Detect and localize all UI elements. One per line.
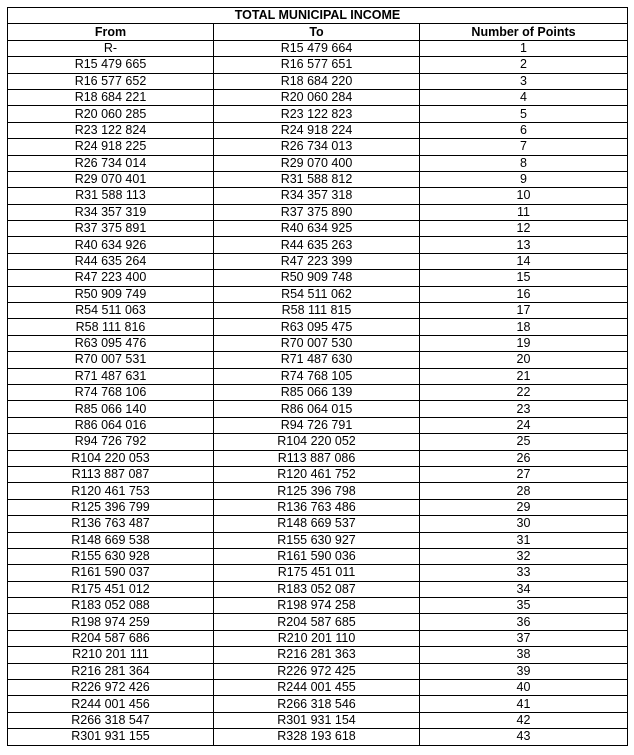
cell-from: R54 511 063 — [8, 303, 214, 319]
cell-from: R70 007 531 — [8, 352, 214, 368]
cell-points: 32 — [420, 548, 628, 564]
cell-from: R23 122 824 — [8, 122, 214, 138]
cell-from: R125 396 799 — [8, 499, 214, 515]
cell-from: R71 487 631 — [8, 368, 214, 384]
cell-points: 25 — [420, 434, 628, 450]
cell-from: R301 931 155 — [8, 729, 214, 745]
table-row — [8, 204, 628, 220]
cell-points: 40 — [420, 680, 628, 696]
cell-to: R29 070 400 — [214, 155, 420, 171]
cell-to: R70 007 530 — [214, 335, 420, 351]
column-header-points: Number of Points — [420, 24, 628, 40]
cell-to: R58 111 815 — [214, 303, 420, 319]
cell-points: 20 — [420, 352, 628, 368]
cell-to: R175 451 011 — [214, 565, 420, 581]
table-row — [8, 680, 628, 696]
table-row — [8, 303, 628, 319]
table-row — [8, 106, 628, 122]
cell-points: 1 — [420, 40, 628, 56]
cell-points: 27 — [420, 466, 628, 482]
cell-from: R161 590 037 — [8, 565, 214, 581]
cell-to: R74 768 105 — [214, 368, 420, 384]
cell-from: R20 060 285 — [8, 106, 214, 122]
cell-from: R26 734 014 — [8, 155, 214, 171]
cell-from: R63 095 476 — [8, 335, 214, 351]
table-row — [8, 335, 628, 351]
table-row — [8, 565, 628, 581]
municipal-income-table — [7, 7, 628, 746]
cell-points: 21 — [420, 368, 628, 384]
cell-to: R40 634 925 — [214, 221, 420, 237]
table-row — [8, 73, 628, 89]
header-row — [8, 24, 628, 40]
cell-from: R104 220 053 — [8, 450, 214, 466]
table-row — [8, 548, 628, 564]
cell-to: R44 635 263 — [214, 237, 420, 253]
table-row — [8, 221, 628, 237]
cell-to: R136 763 486 — [214, 499, 420, 515]
table-row — [8, 729, 628, 745]
cell-to: R50 909 748 — [214, 270, 420, 286]
cell-points: 36 — [420, 614, 628, 630]
cell-from: R175 451 012 — [8, 581, 214, 597]
cell-points: 28 — [420, 483, 628, 499]
table-row — [8, 384, 628, 400]
cell-points: 37 — [420, 630, 628, 646]
cell-to: R244 001 455 — [214, 680, 420, 696]
cell-points: 23 — [420, 401, 628, 417]
cell-points: 39 — [420, 663, 628, 679]
table-row — [8, 40, 628, 56]
table-row — [8, 89, 628, 105]
cell-points: 19 — [420, 335, 628, 351]
table-body — [8, 40, 628, 745]
table-row — [8, 696, 628, 712]
cell-from: R74 768 106 — [8, 384, 214, 400]
cell-from: R44 635 264 — [8, 253, 214, 269]
cell-from: R37 375 891 — [8, 221, 214, 237]
table-row — [8, 450, 628, 466]
cell-from: R266 318 547 — [8, 712, 214, 728]
cell-to: R16 577 651 — [214, 57, 420, 73]
cell-points: 42 — [420, 712, 628, 728]
cell-to: R34 357 318 — [214, 188, 420, 204]
cell-from: R24 918 225 — [8, 139, 214, 155]
table-row — [8, 499, 628, 515]
table-row — [8, 122, 628, 138]
cell-from: R183 052 088 — [8, 598, 214, 614]
table-title: TOTAL MUNICIPAL INCOME — [8, 8, 628, 24]
cell-to: R120 461 752 — [214, 466, 420, 482]
cell-to: R210 201 110 — [214, 630, 420, 646]
cell-from: R120 461 753 — [8, 483, 214, 499]
cell-points: 11 — [420, 204, 628, 220]
cell-to: R226 972 425 — [214, 663, 420, 679]
cell-points: 34 — [420, 581, 628, 597]
cell-from: R58 111 816 — [8, 319, 214, 335]
cell-from: R31 588 113 — [8, 188, 214, 204]
cell-points: 33 — [420, 565, 628, 581]
cell-to: R26 734 013 — [214, 139, 420, 155]
cell-to: R54 511 062 — [214, 286, 420, 302]
cell-from: R- — [8, 40, 214, 56]
cell-to: R18 684 220 — [214, 73, 420, 89]
column-header-to: To — [214, 24, 420, 40]
cell-points: 9 — [420, 171, 628, 187]
cell-to: R71 487 630 — [214, 352, 420, 368]
table-row — [8, 171, 628, 187]
cell-points: 26 — [420, 450, 628, 466]
cell-to: R20 060 284 — [214, 89, 420, 105]
cell-from: R29 070 401 — [8, 171, 214, 187]
cell-points: 13 — [420, 237, 628, 253]
cell-points: 31 — [420, 532, 628, 548]
table-row — [8, 286, 628, 302]
cell-points: 22 — [420, 384, 628, 400]
cell-from: R18 684 221 — [8, 89, 214, 105]
cell-points: 41 — [420, 696, 628, 712]
cell-to: R31 588 812 — [214, 171, 420, 187]
cell-from: R198 974 259 — [8, 614, 214, 630]
cell-points: 14 — [420, 253, 628, 269]
cell-from: R210 201 111 — [8, 647, 214, 663]
cell-from: R40 634 926 — [8, 237, 214, 253]
cell-points: 8 — [420, 155, 628, 171]
table-row — [8, 319, 628, 335]
table-row — [8, 188, 628, 204]
cell-points: 4 — [420, 89, 628, 105]
cell-points: 5 — [420, 106, 628, 122]
table-row — [8, 466, 628, 482]
table-row — [8, 532, 628, 548]
cell-points: 3 — [420, 73, 628, 89]
cell-from: R47 223 400 — [8, 270, 214, 286]
cell-to: R125 396 798 — [214, 483, 420, 499]
cell-from: R226 972 426 — [8, 680, 214, 696]
cell-points: 17 — [420, 303, 628, 319]
cell-to: R63 095 475 — [214, 319, 420, 335]
table-row — [8, 483, 628, 499]
cell-to: R183 052 087 — [214, 581, 420, 597]
cell-points: 6 — [420, 122, 628, 138]
table-row — [8, 712, 628, 728]
table-row — [8, 270, 628, 286]
cell-points: 38 — [420, 647, 628, 663]
cell-points: 43 — [420, 729, 628, 745]
cell-points: 12 — [420, 221, 628, 237]
cell-from: R155 630 928 — [8, 548, 214, 564]
table-row — [8, 368, 628, 384]
cell-points: 16 — [420, 286, 628, 302]
table-row — [8, 417, 628, 433]
table-row — [8, 581, 628, 597]
table-row — [8, 598, 628, 614]
table-row — [8, 630, 628, 646]
cell-points: 18 — [420, 319, 628, 335]
cell-to: R204 587 685 — [214, 614, 420, 630]
cell-to: R15 479 664 — [214, 40, 420, 56]
cell-from: R113 887 087 — [8, 466, 214, 482]
table-row — [8, 253, 628, 269]
cell-points: 10 — [420, 188, 628, 204]
cell-points: 35 — [420, 598, 628, 614]
table-row — [8, 516, 628, 532]
cell-to: R104 220 052 — [214, 434, 420, 450]
cell-to: R328 193 618 — [214, 729, 420, 745]
cell-from: R204 587 686 — [8, 630, 214, 646]
cell-to: R47 223 399 — [214, 253, 420, 269]
cell-to: R86 064 015 — [214, 401, 420, 417]
cell-points: 2 — [420, 57, 628, 73]
cell-from: R244 001 456 — [8, 696, 214, 712]
table-row — [8, 237, 628, 253]
cell-from: R216 281 364 — [8, 663, 214, 679]
cell-from: R15 479 665 — [8, 57, 214, 73]
cell-to: R161 590 036 — [214, 548, 420, 564]
cell-to: R148 669 537 — [214, 516, 420, 532]
cell-to: R24 918 224 — [214, 122, 420, 138]
cell-points: 24 — [420, 417, 628, 433]
cell-from: R85 066 140 — [8, 401, 214, 417]
cell-to: R155 630 927 — [214, 532, 420, 548]
table-row — [8, 663, 628, 679]
cell-from: R94 726 792 — [8, 434, 214, 450]
table-row — [8, 647, 628, 663]
cell-from: R34 357 319 — [8, 204, 214, 220]
cell-to: R94 726 791 — [214, 417, 420, 433]
cell-from: R136 763 487 — [8, 516, 214, 532]
cell-to: R85 066 139 — [214, 384, 420, 400]
cell-to: R37 375 890 — [214, 204, 420, 220]
cell-from: R148 669 538 — [8, 532, 214, 548]
cell-from: R86 064 016 — [8, 417, 214, 433]
table-row — [8, 614, 628, 630]
table-row — [8, 401, 628, 417]
cell-to: R266 318 546 — [214, 696, 420, 712]
cell-points: 7 — [420, 139, 628, 155]
cell-to: R23 122 823 — [214, 106, 420, 122]
column-header-from: From — [8, 24, 214, 40]
cell-points: 30 — [420, 516, 628, 532]
table-row — [8, 155, 628, 171]
table-row — [8, 139, 628, 155]
cell-to: R216 281 363 — [214, 647, 420, 663]
cell-to: R301 931 154 — [214, 712, 420, 728]
cell-points: 29 — [420, 499, 628, 515]
table-row — [8, 57, 628, 73]
title-row — [8, 8, 628, 24]
cell-to: R198 974 258 — [214, 598, 420, 614]
table-row — [8, 434, 628, 450]
cell-to: R113 887 086 — [214, 450, 420, 466]
cell-points: 15 — [420, 270, 628, 286]
cell-from: R16 577 652 — [8, 73, 214, 89]
table-row — [8, 352, 628, 368]
cell-from: R50 909 749 — [8, 286, 214, 302]
